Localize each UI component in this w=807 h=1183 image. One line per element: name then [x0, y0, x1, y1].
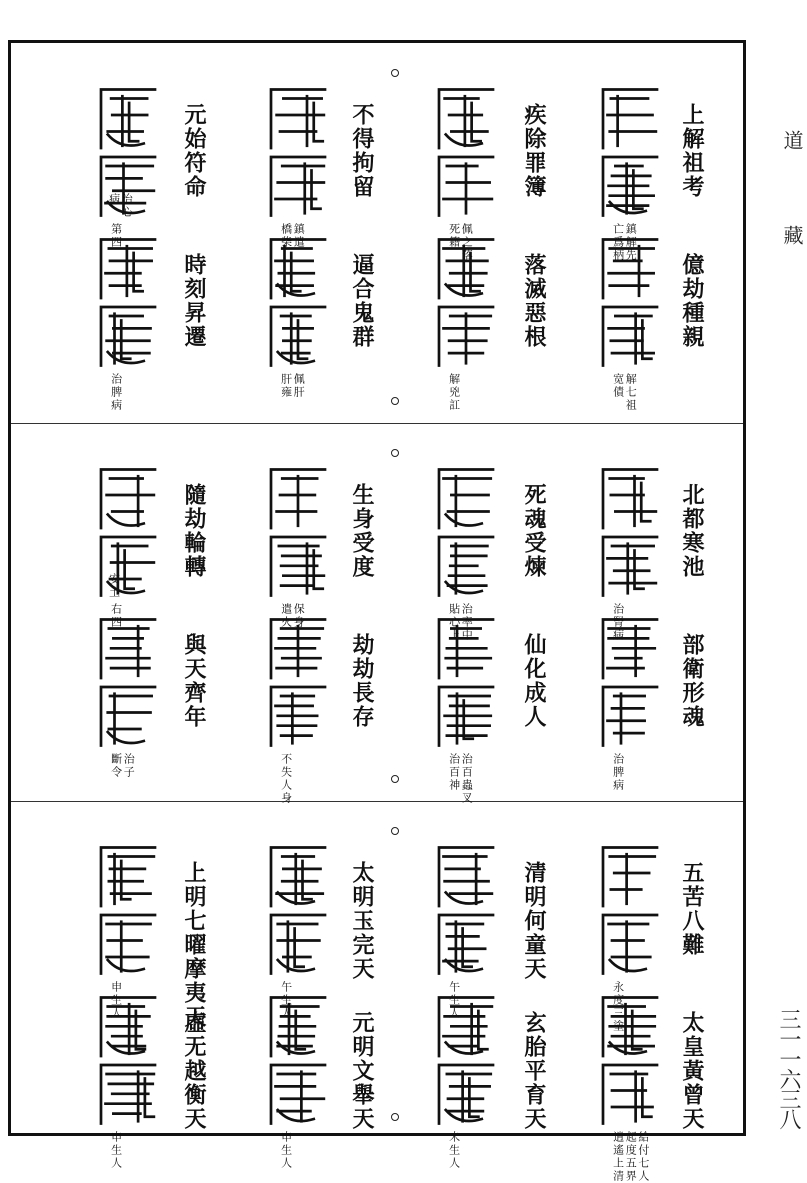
talisman-title: 部衛形魂: [679, 633, 705, 729]
margin-label-mid: 藏: [780, 225, 804, 245]
talisman-note: 治率中 貼心上: [447, 603, 474, 642]
talisman-note: 未生人: [447, 1131, 461, 1170]
talisman-note: 治脾病: [109, 373, 123, 412]
talisman-title: 五苦八難: [679, 861, 705, 957]
talisman-title: 上明七曜摩夷天: [181, 861, 207, 1029]
seal-glyph: [595, 85, 665, 220]
seal-glyph: [595, 615, 665, 750]
seal-note: 治心 病: [107, 193, 134, 219]
talisman-title: 不得拘留: [349, 103, 375, 199]
talisman-note: 鎮解先 亡爲柄: [611, 223, 638, 262]
talisman-note: 申生人: [109, 981, 123, 1020]
seal-glyph: [431, 615, 501, 750]
seal-glyph: [263, 615, 333, 750]
talisman-note: 治腎病: [611, 603, 625, 642]
seal-glyph: [263, 843, 333, 978]
talisman-title: 太皇黃曾天: [679, 1011, 705, 1131]
circle-marker-icon: [391, 397, 399, 405]
talisman-note: 保身 遣火: [279, 603, 306, 629]
talisman-title: 逼合鬼群: [349, 253, 375, 349]
talisman-title: 疾除罪簿: [521, 103, 547, 199]
talisman-title: 億劫種親: [679, 253, 705, 349]
talisman-note: 治百蟲叉 治百神: [447, 753, 474, 805]
circle-marker-icon: [391, 827, 399, 835]
talisman-title: 仙化成人: [521, 633, 547, 729]
seal-glyph: [93, 993, 163, 1128]
talisman-title: 清明何童天: [521, 861, 547, 981]
talisman-note: 第四: [109, 223, 123, 249]
talisman-title: 時刻昇遷: [181, 253, 207, 349]
seal-glyph: [595, 843, 665, 978]
talisman-note: 申生人: [279, 1131, 293, 1170]
talisman-title: 與天齊年: [181, 633, 207, 729]
seal-glyph: [431, 993, 501, 1128]
talisman-title: 落滅惡根: [521, 253, 547, 349]
seal-glyph: [431, 843, 501, 978]
seal-glyph: [595, 465, 665, 600]
page-number: 三一一六三八: [776, 1008, 801, 1128]
talisman-title: 元始符命: [181, 103, 207, 199]
talisman-title: 生身受度: [349, 483, 375, 579]
margin-label-top: 道: [780, 130, 804, 150]
seal-note: 安土: [107, 573, 121, 599]
talisman-title: 北都寒池: [679, 483, 705, 579]
seal-glyph: [431, 85, 501, 220]
talisman-title: 元明文舉天: [349, 1011, 375, 1131]
talisman-note: 解七祖 宽債: [611, 373, 638, 412]
talisman-note: 治脾病: [611, 753, 625, 792]
seal-glyph: [93, 235, 163, 370]
panel-divider: [11, 801, 743, 802]
page-frame: [8, 40, 746, 1183]
talisman-title: 虛无越衡天: [181, 1011, 207, 1131]
talisman-note: 午生人: [279, 981, 293, 1020]
circle-marker-icon: [391, 1113, 399, 1121]
seal-glyph: [431, 235, 501, 370]
talisman-note: 申生人: [109, 1131, 123, 1170]
seal-glyph: [595, 235, 665, 370]
talisman-title: 玄胎平育天: [521, 1011, 547, 1131]
seal-glyph: [93, 465, 163, 600]
talisman-title: 太明玉完天: [349, 861, 375, 981]
talisman-note: 給付七人 起度五界 逍遙上清: [611, 1131, 650, 1183]
talisman-title: 上解祖考: [679, 103, 705, 199]
circle-marker-icon: [391, 69, 399, 77]
seal-glyph: [263, 85, 333, 220]
seal-glyph: [93, 615, 163, 750]
seal-glyph: [595, 993, 665, 1128]
talisman-note: 佩肝 肝雍: [279, 373, 306, 399]
seal-glyph: [431, 465, 501, 600]
talisman-title: 劫劫長存: [349, 633, 375, 729]
talisman-note: 永度三塗: [611, 981, 625, 1033]
talisman-note: 治子 斷令: [109, 753, 136, 779]
talisman-note: 右四: [109, 603, 123, 629]
circle-marker-icon: [391, 775, 399, 783]
talisman-title: 死魂受煉: [521, 483, 547, 579]
seal-glyph: [263, 235, 333, 370]
talisman-note: 不失人身: [279, 753, 293, 805]
panel-divider: [11, 423, 743, 424]
talisman-note: 鎮遣 橋柴: [279, 223, 306, 249]
talisman-note: 解兇訌: [447, 373, 461, 412]
talisman-title: 隨劫輪轉: [181, 483, 207, 579]
seal-glyph: [263, 993, 333, 1128]
talisman-note: 午生人: [447, 981, 461, 1020]
talisman-note: 佩之落 死籍: [447, 223, 474, 262]
seal-glyph: [93, 843, 163, 978]
seal-glyph: [263, 465, 333, 600]
circle-marker-icon: [391, 449, 399, 457]
